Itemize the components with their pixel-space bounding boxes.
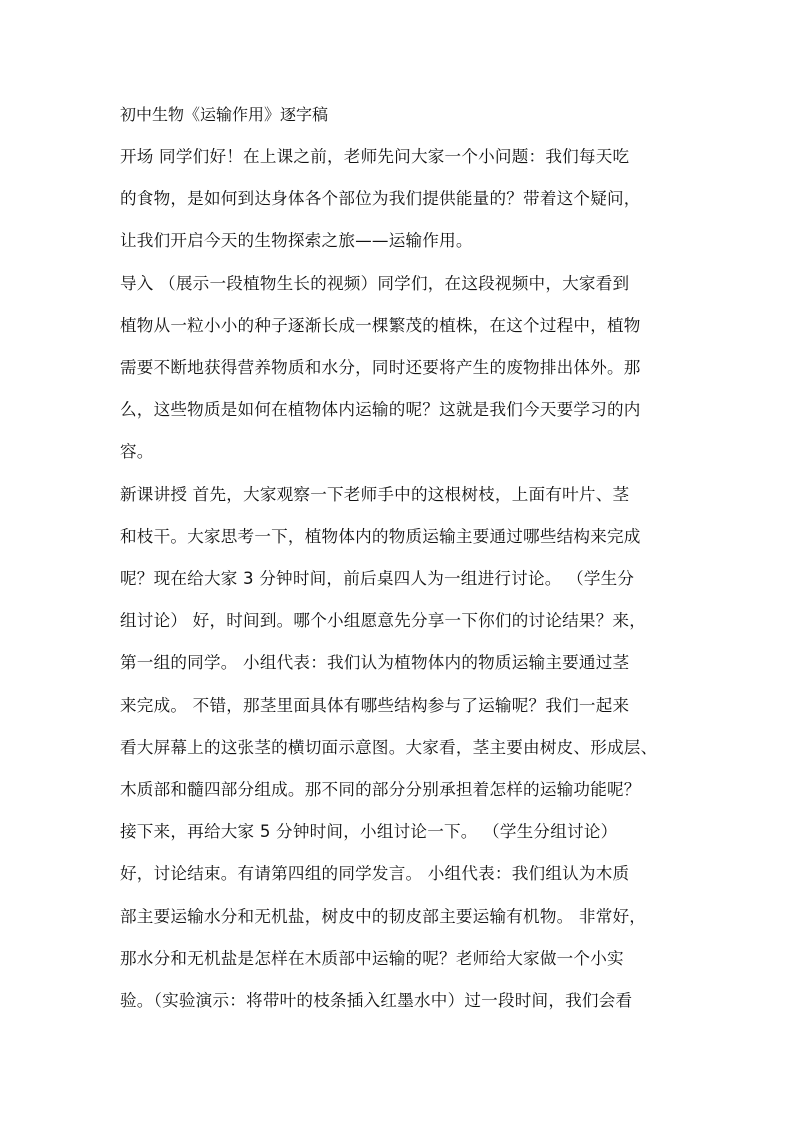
text-line: 导入 （展示一段植物生长的视频）同学们，在这段视频中，大家看到	[120, 274, 630, 293]
text-line: 呢？现在给大家 3 分钟时间，前后桌四人为一组进行讨论。 （学生分	[120, 569, 635, 588]
text-line: 看大屏幕上的这张茎的横切面示意图。大家看，茎主要由树皮、形成层、	[120, 738, 658, 757]
text-line: 容。	[120, 442, 154, 461]
text-line: 木质部和髓四部分组成。那不同的部分分别承担着怎样的运输功能呢？	[120, 780, 641, 799]
text-line: 组讨论） 好，时间到。哪个小组愿意先分享一下你们的讨论结果？来，	[120, 611, 647, 630]
text-line: 开场 同学们好！在上课之前，老师先问大家一个小问题：我们每天吃	[120, 147, 630, 166]
text-line: 验。（实验演示：将带叶的枝条插入红墨水中）过一段时间，我们会看	[120, 991, 633, 1010]
text-line: 新课讲授 首先，大家观察一下老师手中的这根树枝，上面有叶片、茎	[120, 485, 630, 504]
text-line: 的食物，是如何到达身体各个部位为我们提供能量的？带着这个疑问，	[120, 189, 641, 208]
text-line: 需要不断地获得营养物质和水分，同时还要将产生的废物排出体外。那	[120, 358, 641, 377]
text-line: 么，这些物质是如何在植物体内运输的呢？这就是我们今天要学习的内	[120, 400, 641, 419]
text-line: 那水分和无机盐是怎样在木质部中运输的呢？老师给大家做一个小实	[120, 949, 624, 968]
text-line: 好，讨论结束。有请第四组的同学发言。 小组代表：我们组认为木质	[120, 864, 630, 883]
text-line: 和枝干。大家思考一下，植物体内的物质运输主要通过哪些结构来完成	[120, 527, 641, 546]
text-line: 植物从一粒小小的种子逐渐长成一棵繁茂的植株，在这个过程中，植物	[120, 316, 641, 335]
text-line: 部主要运输水分和无机盐，树皮中的韧皮部主要运输有机物。 非常好，	[120, 907, 647, 926]
document-title: 初中生物《运输作用》逐字稿	[120, 105, 329, 124]
text-line: 让我们开启今天的生物探索之旅——运输作用。	[120, 231, 473, 250]
text-line: 第一组的同学。 小组代表：我们认为植物体内的物质运输主要通过茎	[120, 653, 630, 672]
text-line: 接下来，再给大家 5 分钟时间，小组讨论一下。 （学生分组讨论）	[120, 822, 618, 841]
text-line: 来完成。 不错，那茎里面具体有哪些结构参与了运输呢？我们一起来	[120, 696, 630, 715]
